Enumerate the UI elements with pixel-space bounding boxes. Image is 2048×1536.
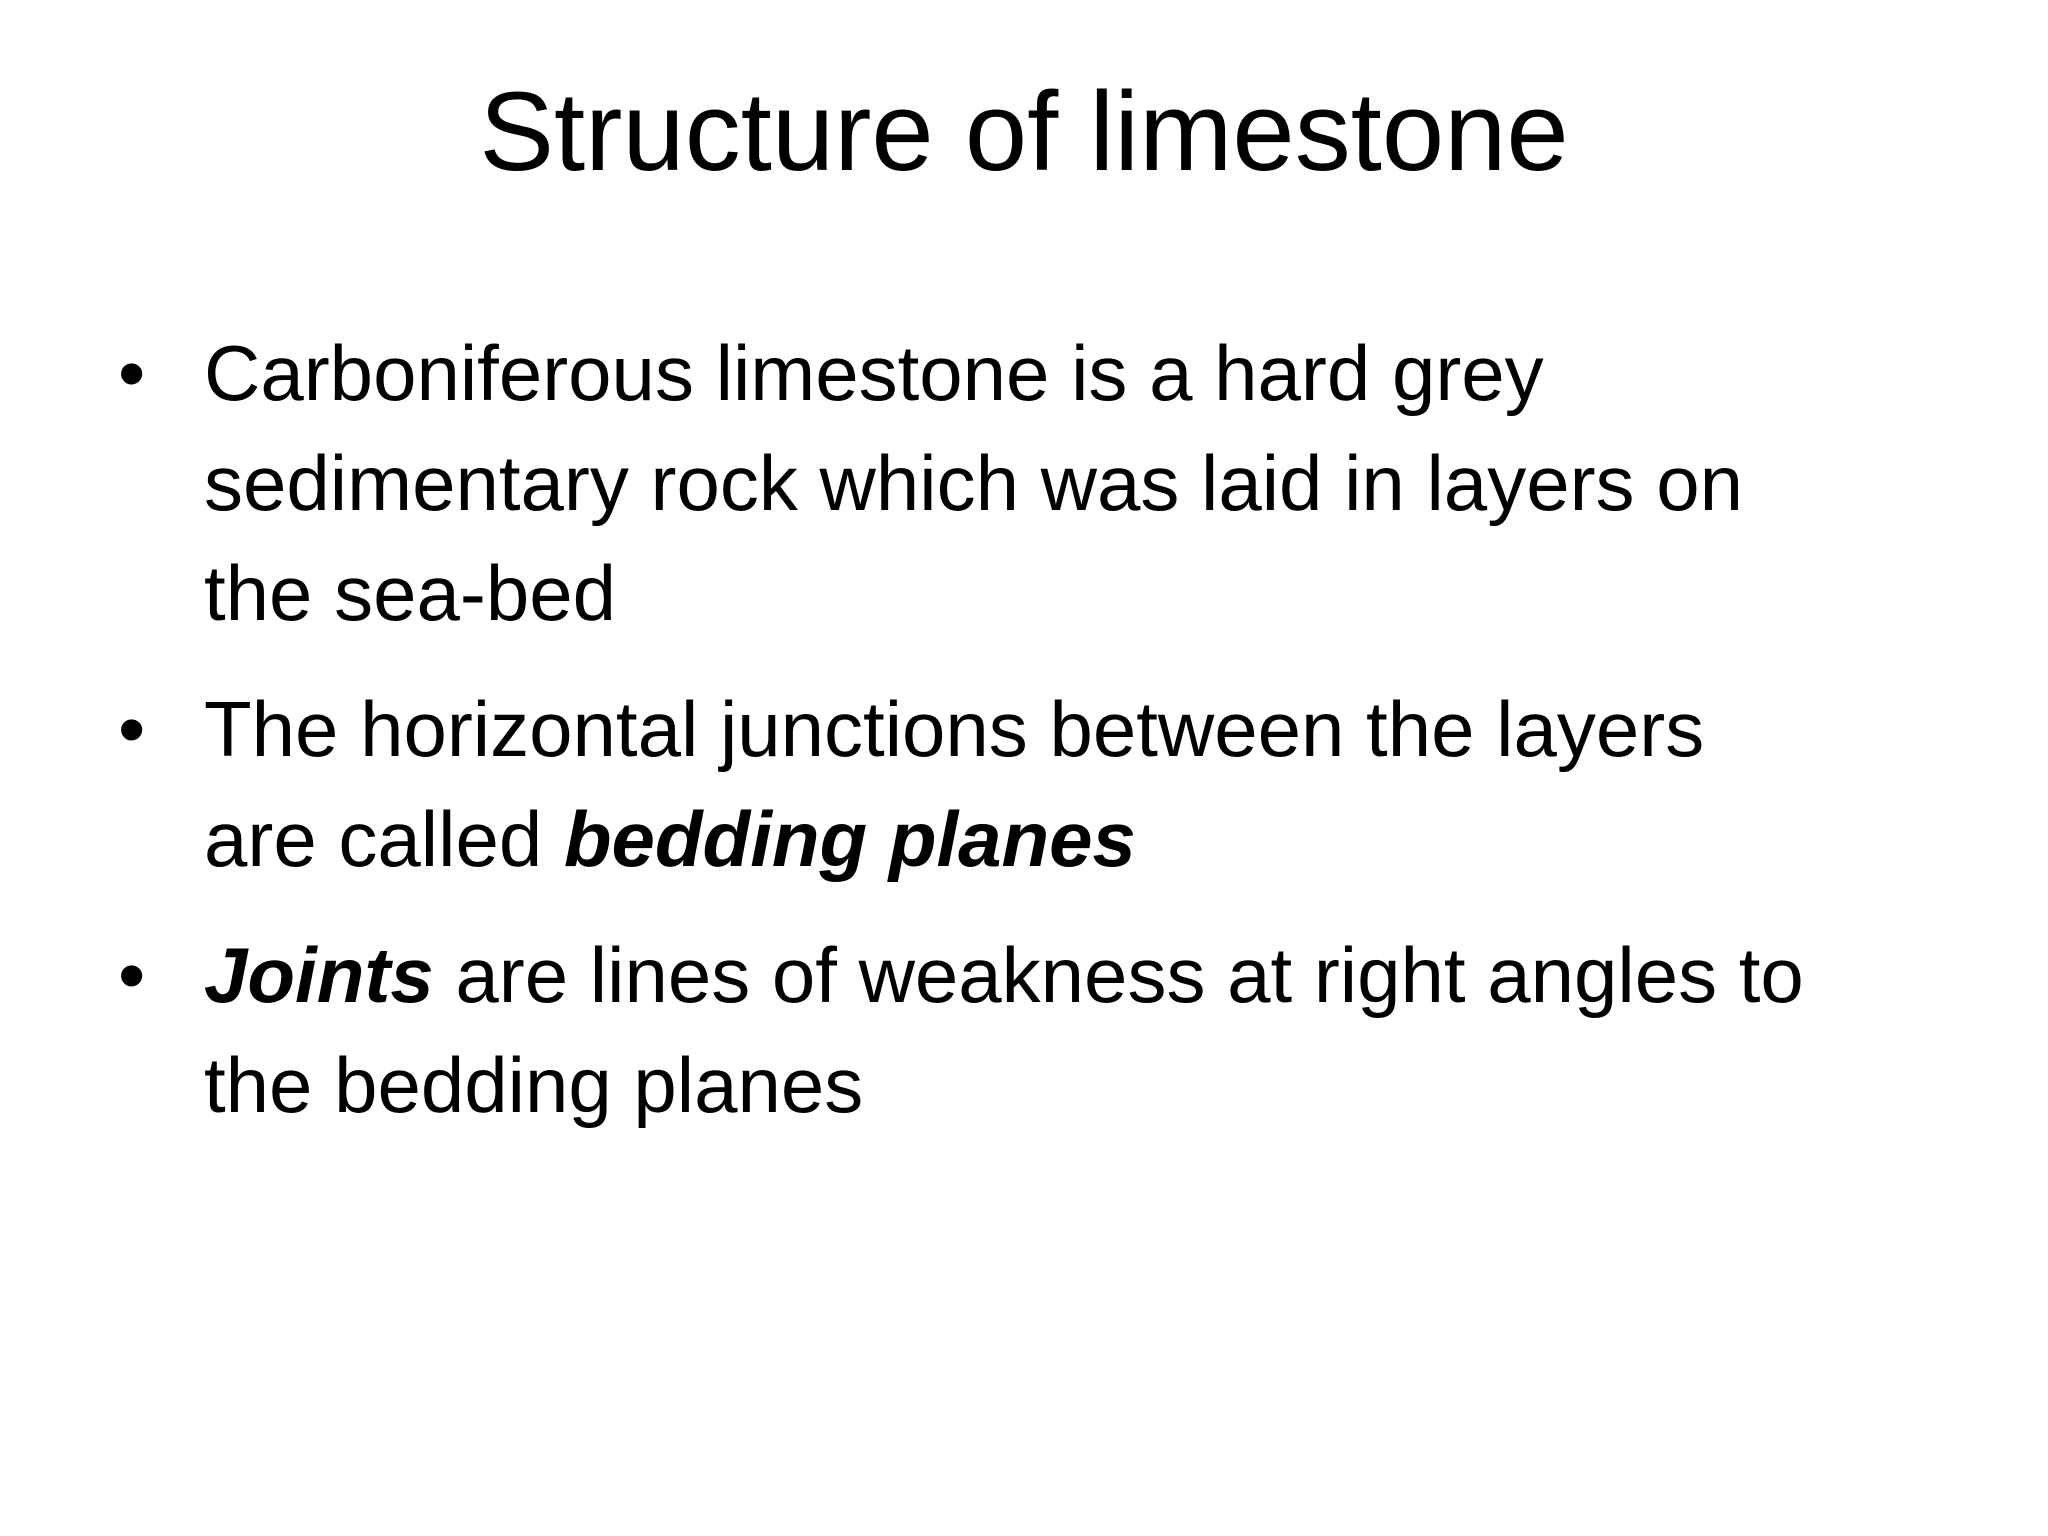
bullet-text-line: the bedding planes bbox=[204, 1041, 864, 1129]
slide-title: Structure of limestone bbox=[479, 69, 1569, 194]
term-joints: Joints bbox=[204, 931, 434, 1019]
bullet-text-line: sedimentary rock which was laid in layers on bbox=[204, 439, 1743, 527]
bullet-marker: • bbox=[118, 329, 146, 417]
bullet-text-prefix: are called bbox=[204, 795, 564, 883]
bullet-item-limestone bbox=[118, 318, 1938, 648]
term-bedding-planes: bedding planes bbox=[563, 795, 1136, 883]
bullet-text-line: Carboniferous limestone is a hard grey bbox=[204, 329, 1544, 417]
bullet-text-line bbox=[204, 784, 1938, 894]
bullet-item-joints bbox=[118, 920, 1938, 1140]
bullet-text-line: The horizontal junctions between the layers bbox=[204, 685, 1705, 773]
bullet-item-bedding-planes bbox=[118, 674, 1938, 894]
bullet-marker: • bbox=[118, 931, 146, 1019]
bullet-marker: • bbox=[118, 685, 146, 773]
bullet-list bbox=[118, 318, 1938, 1166]
bullet-text-line bbox=[204, 920, 1938, 1030]
bullet-text-suffix: are lines of weakness at right angles to bbox=[433, 931, 1804, 1019]
bullet-text-line: the sea-bed bbox=[204, 549, 616, 637]
